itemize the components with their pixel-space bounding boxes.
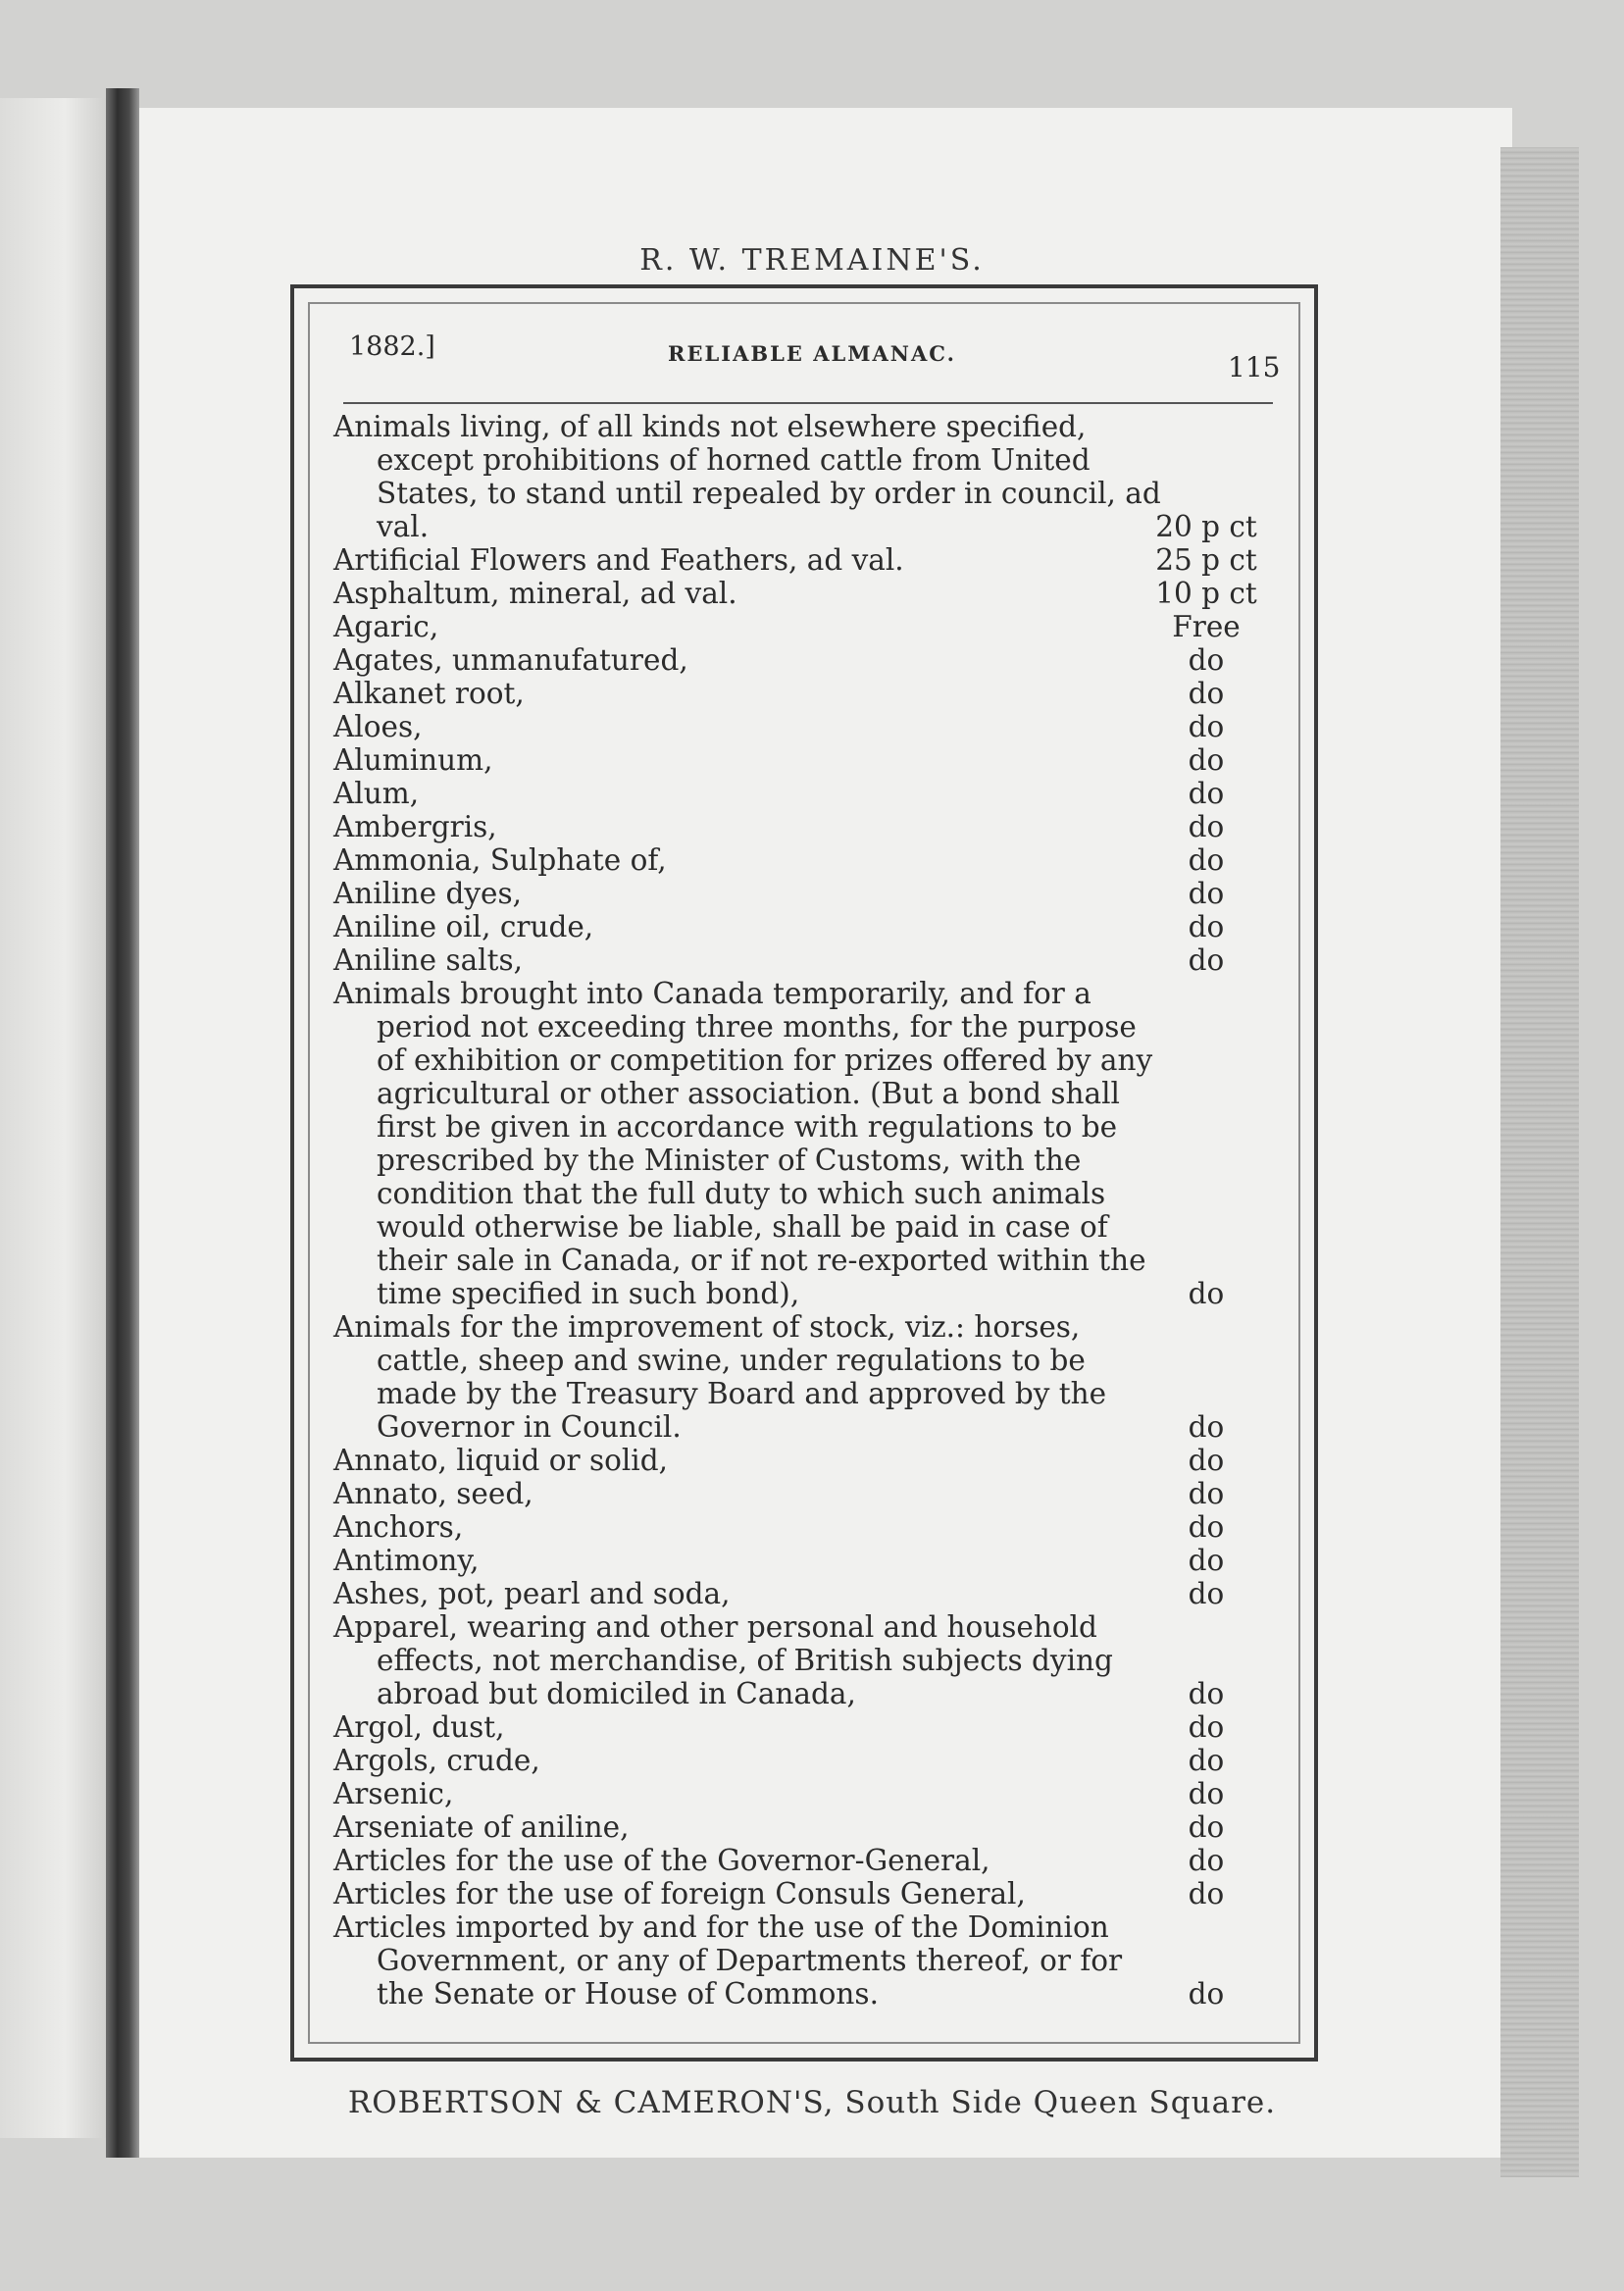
entry-rate: do — [1188, 1577, 1225, 1610]
entry-rate: 20 p ct — [1155, 510, 1257, 543]
entry-text: Arseniate of aniline, — [333, 1810, 630, 1844]
entry-text: Animals living, of all kinds not elsewhere specified, except prohibitions of horned cattle from United States, to stand until repealed by order in council, ad val. — [333, 410, 1161, 543]
tariff-entry — [333, 710, 1314, 743]
entry-rate: do — [1188, 1410, 1225, 1444]
tariff-entry — [333, 677, 1314, 710]
tariff-entry — [333, 877, 1314, 910]
tariff-entry — [333, 1477, 1314, 1510]
header-title: RELIABLE ALMANAC. — [668, 341, 956, 366]
tariff-entry — [333, 543, 1314, 577]
header-rule — [343, 402, 1273, 404]
tariff-entry — [333, 1444, 1314, 1477]
entry-rate: do — [1188, 1810, 1225, 1844]
tariff-entry — [333, 610, 1314, 643]
entry-text: Ammonia, Sulphate of, — [333, 843, 667, 877]
running-head: R. W. TREMAINE'S. — [639, 243, 985, 278]
entry-text: Agaric, — [333, 610, 439, 643]
entry-rate: do — [1188, 1977, 1225, 2011]
entry-text: Asphaltum, mineral, ad val. — [333, 577, 737, 610]
entry-rate: do — [1188, 710, 1225, 743]
footer-advert: ROBERTSON & CAMERON'S, South Side Queen Square. — [347, 2085, 1277, 2120]
entry-text: Annato, liquid or solid, — [333, 1444, 668, 1477]
tariff-entry — [333, 977, 1314, 1310]
entry-text: Aniline oil, crude, — [333, 910, 594, 943]
facing-page-edge — [0, 98, 108, 2138]
entry-rate: do — [1188, 1677, 1225, 1710]
tariff-entry — [333, 410, 1314, 543]
tariff-entry — [333, 577, 1314, 610]
entry-text: Articles imported by and for the use of the Dominion Government, or any of Departments thereof, or for the Senate or House of Commons. — [333, 1910, 1123, 2011]
entry-text: Artificial Flowers and Feathers, ad val. — [333, 543, 904, 577]
entry-rate: 25 p ct — [1155, 543, 1257, 577]
entry-text: Articles for the use of foreign Consuls General, — [333, 1877, 1026, 1910]
entry-text: Aluminum, — [333, 743, 493, 777]
tariff-entry — [333, 1610, 1314, 1710]
entry-rate: do — [1188, 877, 1225, 910]
entry-text: Argol, dust, — [333, 1710, 505, 1744]
entry-rate: do — [1188, 910, 1225, 943]
entry-rate: Free — [1172, 610, 1241, 643]
entry-rate: do — [1188, 743, 1225, 777]
entry-rate: do — [1188, 1277, 1225, 1310]
tariff-entry — [333, 1710, 1314, 1744]
entry-text: Ashes, pot, pearl and soda, — [333, 1577, 731, 1610]
tariff-entry — [333, 1810, 1314, 1844]
entry-text: Apparel, wearing and other personal and household effects, not merchandise, of British subjects dying abroad but domiciled in Canada, — [333, 1610, 1113, 1710]
entry-rate: do — [1188, 1777, 1225, 1810]
tariff-entry — [333, 1910, 1314, 2011]
entry-rate: do — [1188, 643, 1225, 677]
entry-text: Alum, — [333, 777, 420, 810]
entry-rate: do — [1188, 777, 1225, 810]
entry-rate: do — [1188, 1710, 1225, 1744]
entry-rate: do — [1188, 1477, 1225, 1510]
entry-text: Annato, seed, — [333, 1477, 533, 1510]
entry-rate: do — [1188, 1744, 1225, 1777]
entry-text: Anchors, — [333, 1510, 464, 1544]
entry-text: Arsenic, — [333, 1777, 454, 1810]
entry-text: Animals for the improvement of stock, viz.: horses, cattle, sheep and swine, under regulations to be made by the Treasury Board and approved by the Governor in Council. — [333, 1310, 1107, 1444]
page-stack-edge — [1500, 147, 1579, 2177]
tariff-entry — [333, 1877, 1314, 1910]
tariff-entry — [333, 1744, 1314, 1777]
tariff-entries — [333, 410, 1314, 2011]
tariff-entry — [333, 777, 1314, 810]
entry-text: Ambergris, — [333, 810, 497, 843]
tariff-entry — [333, 843, 1314, 877]
entry-rate: do — [1188, 1444, 1225, 1477]
entry-text: Articles for the use of the Governor-General, — [333, 1844, 990, 1877]
tariff-entry — [333, 1577, 1314, 1610]
entry-rate: do — [1188, 1877, 1225, 1910]
page-number: 115 — [1228, 351, 1281, 383]
entry-rate: do — [1188, 1544, 1225, 1577]
book-gutter — [106, 88, 139, 2158]
entry-text: Alkanet root, — [333, 677, 525, 710]
entry-rate: do — [1188, 1844, 1225, 1877]
tariff-entry — [333, 943, 1314, 977]
entry-rate: do — [1188, 677, 1225, 710]
entry-text: Aloes, — [333, 710, 423, 743]
tariff-entry — [333, 1310, 1314, 1444]
entry-rate: do — [1188, 843, 1225, 877]
entry-text: Aniline dyes, — [333, 877, 522, 910]
tariff-entry — [333, 643, 1314, 677]
entry-rate: 10 p ct — [1155, 577, 1257, 610]
tariff-entry — [333, 910, 1314, 943]
entry-rate: do — [1188, 943, 1225, 977]
tariff-entry — [333, 1777, 1314, 1810]
tariff-entry — [333, 1844, 1314, 1877]
entry-rate: do — [1188, 810, 1225, 843]
entry-text: Aniline salts, — [333, 943, 523, 977]
entry-rate: do — [1188, 1510, 1225, 1544]
entry-text: Antimony, — [333, 1544, 480, 1577]
entry-text: Animals brought into Canada temporarily, and for a period not exceeding three months, for the purpose of exhibition or competition for prizes offered by any agricultural or other association. (But a bond shall first be given in accordance with regulations to be prescribed by the Minister of Customs, with the condition that the full duty to which such animals would otherwise be liable, shall be paid in case of their sale in Canada, or if not re-exported within the time specified in such bond), — [333, 977, 1153, 1310]
entry-text: Agates, unmanufatured, — [333, 643, 688, 677]
tariff-entry — [333, 743, 1314, 777]
header-year: 1882.] — [349, 331, 435, 362]
tariff-entry — [333, 810, 1314, 843]
tariff-entry — [333, 1510, 1314, 1544]
tariff-entry — [333, 1544, 1314, 1577]
entry-text: Argols, crude, — [333, 1744, 540, 1777]
